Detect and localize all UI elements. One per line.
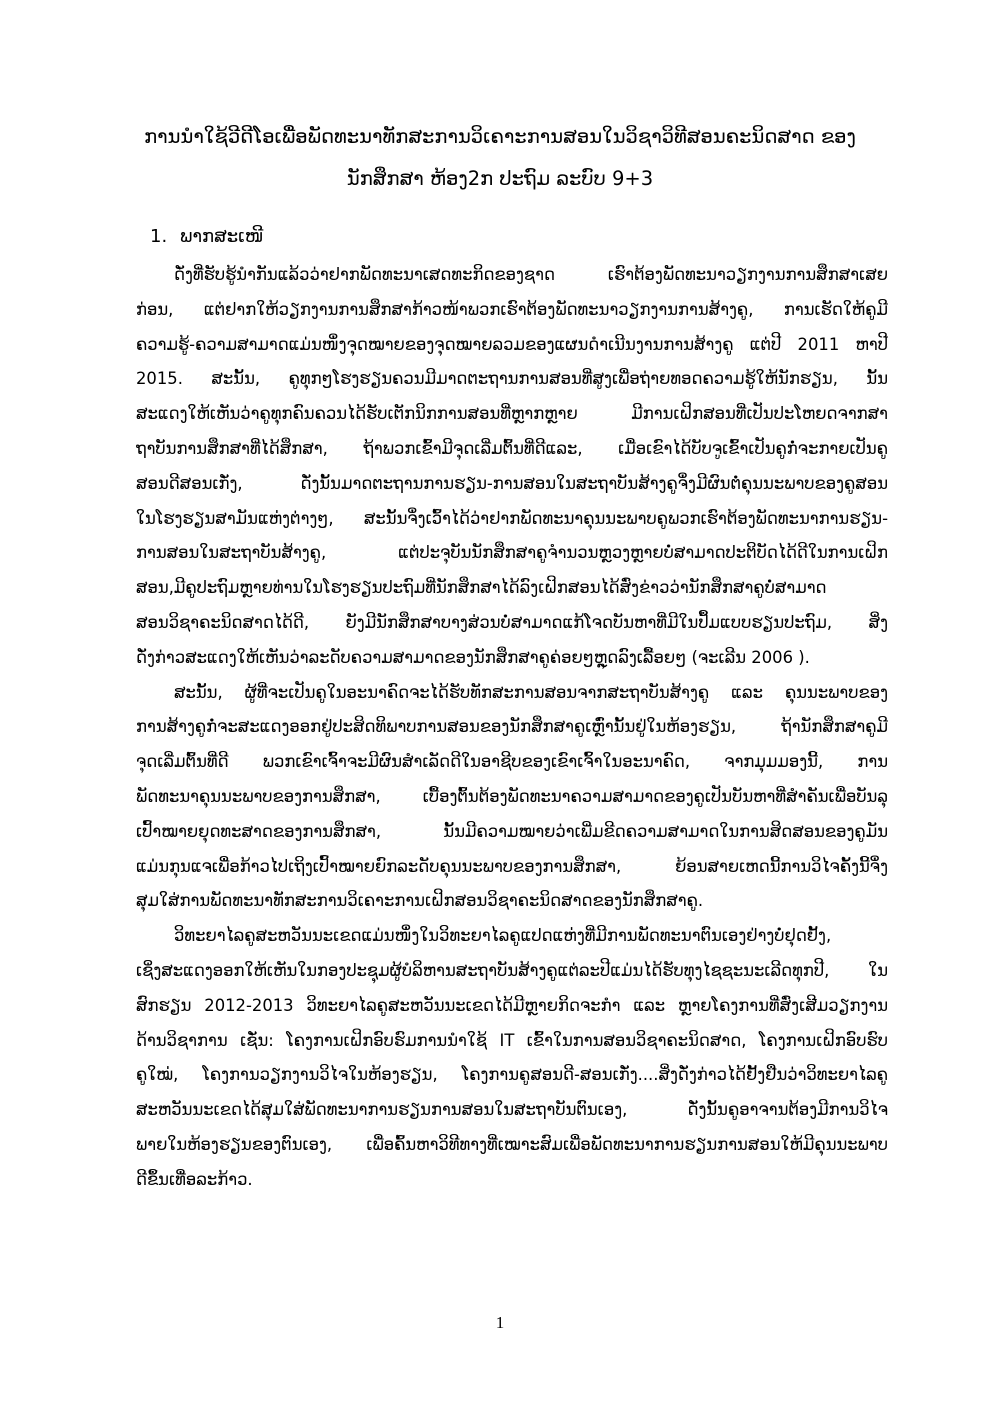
paragraph-line: ຄວາມຮູ້-ຄວາມສາມາດແມ່ນໜຶ່ງຈຸດໝາຍຂອງຈຸດໝາຍລວມຂອງແຜນດຳເນີນງານການສ້າງຄູ ແຕ່ປີ 2011 ຫາປີ	[136, 334, 888, 354]
paragraph-2	[136, 676, 888, 920]
paragraph-line: ກ່ອນ, ແຕ່ຢາກໃຫ້ວຽກງານການສຶກສາກ້າວໜ້າພວກເຮົາຕ້ອງພັດທະນາວຽກງານການສ້າງຄູ, ການເຮັດໃຫ້ຄູມີ	[136, 299, 888, 319]
title-line-2: ນັກສຶກສາ ຫ້ອງ2ກ ປະຖົມ ລະບົບ 9+3	[346, 167, 654, 190]
paragraph-line: ເຊິ່ງສະແດງອອກໃຫ້ເຫັນໃນກອງປະຊຸມຜູ້ບໍລິຫານສະຖາບັນສ້າງຄູແຕ່ລະປີແມ່ນໄດ້ຮັບທຸງໄຊຊະນະເລີດທຸກປີ, ໃນ	[136, 960, 888, 980]
paragraph-line: ໃນໂຮງຮຽນສາມັນແຫ່ງຕ່າງໆ, ສະນັ້ນຈຶ່ງເວົ້າໄດ້ວ່າຢາກພັດທະນາຄຸນນະພາບຄູພວກເຮົາຕ້ອງພັດທະນາການຮຽນ-	[136, 508, 888, 528]
paragraph-1	[136, 258, 888, 676]
paragraph-line: ສະແດງໃຫ້ເຫັນວ່າຄູທຸກຄົນຄວນໄດ້ຮັບເຕັກນິກການສອນທີ່ຫຼາກຫຼາຍ ມີການເຝິກສອນທີ່ເປັນປະໂຫຍດຈາກສາ	[136, 404, 888, 424]
paragraph-line: ແມ່ນກຸນແຈເພື່ອກ້າວໄປເຖິງເປົ້າໝາຍຍົກລະດັບຄຸນນະພາບຂອງການສຶກສາ, ຍ້ອນສາຍເຫດນີ້ການວິໄຈຄັ້ງນີ້ຈຶ່ງ	[136, 856, 888, 876]
paragraph-line: ການສ້າງຄູກໍ່ຈະສະແດງອອກຢູ່ປະສິດທິພາບການສອນຂອງນັກສຶກສາຄູເຫຼົ່ານັ້ນຢູ່ໃນຫ້ອງຮຽນ, ຖ້ານັກສຶກສາຄູມີ	[136, 717, 888, 737]
paragraph-line: ສົກຮຽນ 2012-2013 ວິທະຍາໄລຄູສະຫວັນນະເຂດໄດ້ມີຫຼາຍກິດຈະກຳ ແລະ ຫຼາຍໂຄງການທີ່ສົ່ງເສີມວຽກງານ	[136, 995, 888, 1015]
paragraph-line: ດີຂຶ້ນເທື່ອລະກ້າວ.	[136, 1169, 253, 1189]
paragraph-line: ພັດທະນາຄຸນນະພາບຂອງການສຶກສາ, ເບື້ອງຕົ້ນຕ້ອງພັດທະນາຄວາມສາມາດຂອງຄູເປັນບັນຫາທີ່ສຳຄັນເພື່ອບັນລຸ	[136, 786, 888, 806]
paragraph-line: ວິທະຍາໄລຄູສະຫວັນນະເຂດແມ່ນໜຶ່ງໃນວິທະຍາໄລຄູແປດແຫ່ງທີ່ມີການພັດທະນາຕົນເອງຢ່າງບໍ່ຢຸດຢັ້ງ,	[174, 926, 832, 946]
paragraph-line: ຖາບັນການສຶກສາທີ່ໄດ້ສຶກສາ, ຖ້າພວກເຂົ້າມີຈຸດເລີ່ມຕົ້ນທີ່ດີແລະ, ເມື່ອເຂົາໄດ້ບັບຈູເຂົ້າເປັນຄູກໍ່ຈະກາຍເປັນຄູ	[136, 438, 888, 458]
document-title	[110, 116, 890, 200]
section-heading	[150, 222, 263, 252]
paragraph-line: ສະຫວັນນະເຂດໄດ້ສຸມໃສ່ພັດທະນາການຮຽນການສອນໃນສະຖາບັນຕົນເອງ, ດັ່ງນັ້ນຄູອາຈານຕ້ອງມີການວິໄຈ	[136, 1100, 888, 1120]
page-number: 1	[495, 1313, 505, 1332]
paragraph-3	[136, 919, 888, 1197]
paragraph-line: ພາຍໃນຫ້ອງຮຽນຂອງຕົນເອງ, ເພື່ອຄົ້ນຫາວິທີທາງທີ່ເໝາະສົມເພື່ອພັດທະນາການຮຽນການສອນໃຫ້ມີຄຸນນະພາບ	[136, 1134, 888, 1154]
paragraph-line: ດັ່ງກ່າວສະແດງໃຫ້ເຫັນວ່າລະດັບຄວາມສາມາດຂອງນັກສຶກສາຄູຄ່ອຍໆຫຼຸດລົງເລື້ອຍໆ (ຈະເລີນ 2006 ).	[136, 647, 810, 667]
section-heading-text: ພາກສະເໜີ	[180, 226, 264, 247]
paragraph-line: ດັ່ງທີ່ຮັບຮູ້ນຳກັນແລ້ວວ່າຢາກພັດທະນາເສດທະກິດຂອງຊາດ ເຮົາຕ້ອງພັດທະນາວຽກງານການສຶກສາເສຍ	[174, 265, 888, 284]
paragraph-line: ສອນດີສອນເກັ່ງ, ດັ່ງນັ້ນມາດຕະຖານການຮຽນ-ການສອນໃນສະຖາບັນສ້າງຄູຈຶ່ງມີຜົນຕໍ່ຄຸນນະພາບຂອງຄູສອນ	[136, 473, 888, 493]
paragraph-line: ສະນັ້ນ, ຜູ້ທີ່ຈະເປັນຄູໃນອະນາຄົດຈະໄດ້ຮັບທັກສະການສອນຈາກສະຖາບັນສ້າງຄູ ແລະ ຄຸນນະພາບຂອງ	[174, 682, 888, 702]
body-text	[136, 258, 888, 1198]
section-number: 1.	[150, 226, 168, 247]
paragraph-line: 2015. ສະນັ້ນ, ຄູທຸກໆໂຮງຮຽນຄວນມີມາດຕະຖານການສອນທີ່ສູງເພື່ອຖ່າຍທອດຄວາມຮູ້ໃຫ້ນັກຮຽນ, ນັ້ນ	[136, 369, 888, 389]
paragraph-line: ຄູໃໝ່, ໂຄງການວຽກງານວິໄຈໃນຫ້ອງຮຽນ, ໂຄງການຄູສອນດີ-ສອນເກັ່ງ....ສິ່ງດັ່ງກ່າວໄດ້ຢັ້ງຢືນວ່າວິທະຍາໄລຄູ	[136, 1065, 888, 1085]
paragraph-line: ການສອນໃນສະຖາບັນສ້າງຄູ, ແຕ່ປະຈຸບັນນັກສຶກສາຄູຈຳນວນຫຼວງຫຼາຍບໍ່ສາມາດປະຕິບັດໄດ້ດີໃນການເຝິກ	[136, 543, 888, 563]
paragraph-line: ດ້ານວິຊາການ ເຊັ່ນ: ໂຄງການເຝິກອົບຮົມການນຳໃຊ້ IT ເຂົ້າໃນການສອນວິຊາຄະນິດສາດ, ໂຄງການເຝິກອົບຮົບ	[136, 1030, 888, 1050]
title-line-1: ການນຳໃຊ້ວີດີໂອເພື່ອພັດທະນາທັກສະການວິເຄາະການສອນໃນວິຊາວິທີສອນຄະນິດສາດ ຂອງ	[144, 125, 856, 148]
paragraph-line: ສອນວິຊາຄະນິດສາດໄດ້ດີ, ຍັງມີນັກສຶກສາບາງສ່ວນບໍ່ສາມາດແກ້ໂຈດບັນຫາທີ່ມີໃນປຶ້ມແບບຮຽນປະຖົມ, ສິ່ງ	[136, 612, 888, 632]
paragraph-line: ຈຸດເລີ່ມຕົ້ນທີ່ດີ ພວກເຂົາເຈົ້າຈະມີຜົນສຳເລັດດີໃນອາຊີບຂອງເຂົາເຈົ້າໃນອະນາຄົດ, ຈາກມຸມມອງນີ້, ການ	[136, 752, 888, 772]
paragraph-line: ເປົ້າໝາຍຍຸດທະສາດຂອງການສຶກສາ, ນັ້ນມີຄວາມໝາຍວ່າເພີ່ມຂີດຄວາມສາມາດໃນການສິດສອນຂອງຄູມັນ	[136, 821, 888, 841]
paragraph-line: ສອນ,ມີຄູປະຖົມຫຼາຍທ່ານໃນໂຮງຮຽນປະຖົມທີ່ນັກສຶກສາໄດ້ລົງເຝິກສອນໄດ້ສົ່ງຂ່າວວ່ານັກສຶກສາຄູບໍ່ສາມາດ	[136, 578, 827, 598]
paragraph-line: ສຸມໃສ່ການພັດທະນາທັກສະການວິເຄາະການເຝິກສອນວິຊາຄະນິດສາດຂອງນັກສຶກສາຄູ.	[136, 891, 704, 911]
